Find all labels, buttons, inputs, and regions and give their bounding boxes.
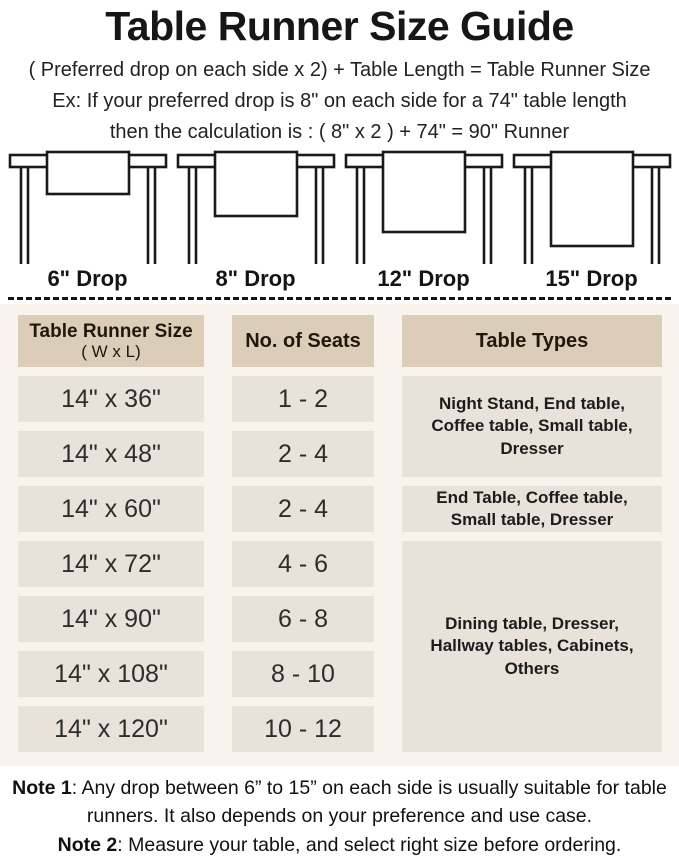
dashed-divider <box>8 297 671 300</box>
note-2-text: : Measure your table, and select right size before ordering. <box>117 834 622 857</box>
size-guide-table <box>0 304 679 766</box>
seats-cell: 2 - 4 <box>232 486 374 532</box>
size-cell: 14" x 36" <box>18 376 204 422</box>
size-cell: 14" x 60" <box>18 486 204 532</box>
table-side-view-icon <box>340 150 508 264</box>
note-1-text: : Any drop between 6” to 15” on each side is usually suitable for table runners. It also depends on your preference and use case. <box>71 777 667 827</box>
note-1 <box>7 775 673 830</box>
header-runner-size-title: Table Runner Size <box>29 320 193 342</box>
table-side-view-icon <box>4 150 172 264</box>
seats-cell: 4 - 6 <box>232 541 374 587</box>
formula-line: ( Preferred drop on each side x 2) + Table Length = Table Runner Size <box>28 59 651 81</box>
example-line-2: then the calculation is : ( 8" x 2 ) + 74" = 90" Runner <box>109 121 570 143</box>
table-illustration-15in-drop <box>508 150 676 264</box>
size-cell: 14" x 48" <box>18 431 204 477</box>
seats-cell: 1 - 2 <box>232 376 374 422</box>
seats-cell: 10 - 12 <box>232 706 374 752</box>
note-2-label: Note 2 <box>57 834 118 857</box>
seats-cell: 2 - 4 <box>232 431 374 477</box>
types-cell-group-1: Night Stand, End table, Coffee table, Small table, Dresser <box>402 376 662 477</box>
drop-labels-row <box>0 264 679 297</box>
seats-cell: 6 - 8 <box>232 596 374 642</box>
header-table-types <box>402 315 662 367</box>
header-runner-size <box>18 315 204 367</box>
size-cell: 14" x 72" <box>18 541 204 587</box>
seats-cell: 8 - 10 <box>232 651 374 697</box>
example-line-1: Ex: If your preferred drop is 8" on each side for a 74" table length <box>52 90 627 112</box>
size-cell: 14" x 120" <box>18 706 204 752</box>
drop-label-12in: 12" Drop <box>377 266 470 291</box>
types-cell-group-2: End Table, Coffee table, Small table, Dresser <box>402 486 662 532</box>
header-table-types-title: Table Types <box>475 329 589 352</box>
drop-illustrations <box>0 150 679 264</box>
page-title: Table Runner Size Guide <box>105 3 574 49</box>
size-cell: 14" x 90" <box>18 596 204 642</box>
note-1-label: Note 1 <box>12 777 72 799</box>
table-side-view-icon <box>508 150 676 264</box>
header-seats <box>232 315 374 367</box>
types-cell-group-3: Dining table, Dresser, Hallway tables, Cabinets, Others <box>402 541 662 752</box>
table-side-view-icon <box>172 150 340 264</box>
note-2 <box>7 832 673 860</box>
drop-label-8in: 8" Drop <box>215 266 296 291</box>
drop-label-6in: 6" Drop <box>47 266 128 291</box>
header-runner-size-sub: ( W x L) <box>81 341 141 361</box>
header-seats-title: No. of Seats <box>245 329 361 352</box>
table-illustration-8in-drop <box>172 150 340 264</box>
drop-label-15in: 15" Drop <box>545 266 638 291</box>
table-illustration-12in-drop <box>340 150 508 264</box>
notes-section <box>7 775 673 860</box>
size-cell: 14" x 108" <box>18 651 204 697</box>
table-illustration-6in-drop <box>4 150 172 264</box>
